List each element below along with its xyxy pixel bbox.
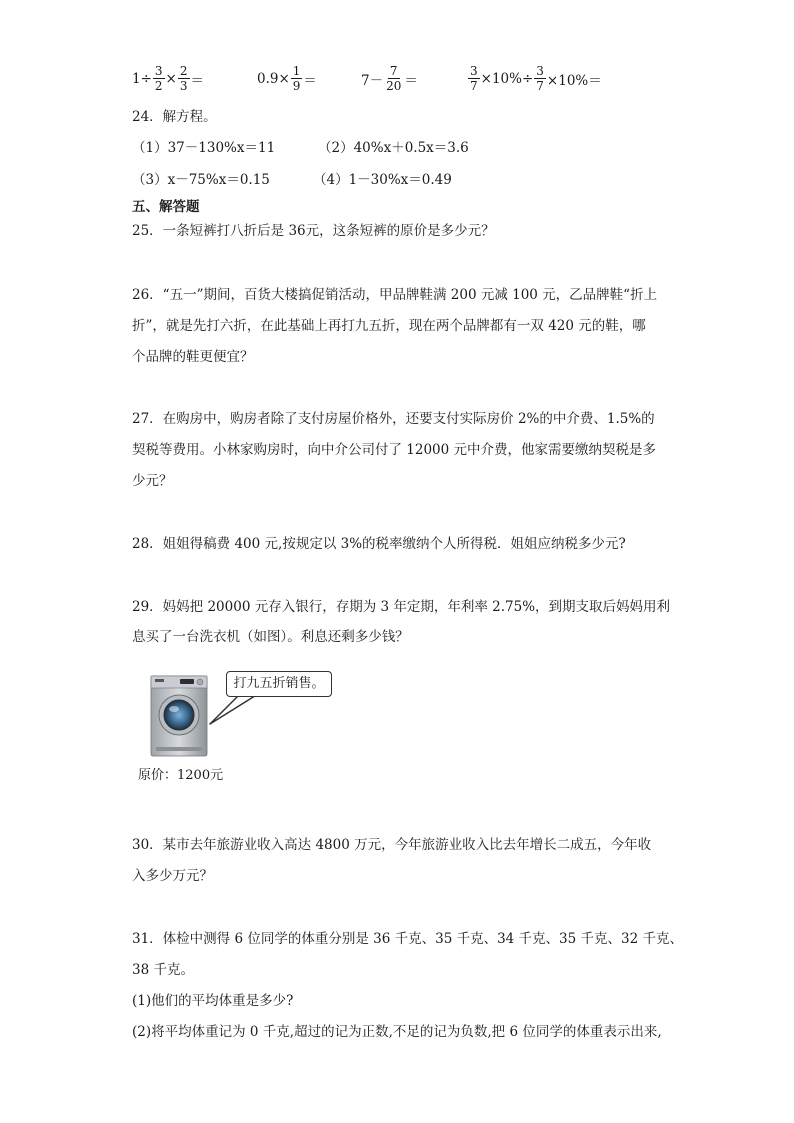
- fraction: $\frac{3}{7}$: [470, 64, 478, 93]
- equation-4: （4）1－30%x＝0.49: [313, 172, 452, 188]
- equation-1: （1）37－130%x＝11: [132, 140, 276, 156]
- fraction: $\frac{1}{9}$: [292, 64, 301, 93]
- question-26-line-1: 26．“五一”期间，百货大楼搞促销活动，甲品牌鞋满 200 元减 100 元，乙品牌鞋“折上: [132, 287, 658, 303]
- question-27-line-3: 少元？: [132, 473, 173, 489]
- fraction: $\frac{3}{7}$: [536, 64, 544, 93]
- fraction: $\frac{7}{20}$: [386, 64, 402, 93]
- expr-text: 1÷: [132, 70, 152, 87]
- expr-text: ×10%÷: [480, 70, 534, 87]
- question-31-sub-2: (2)将平均体重记为 0 千克,超过的记为正数,不足的记为负数,把 6 位同学的体重表示出来,: [132, 1024, 662, 1040]
- fraction: $\frac{2}{3}$: [179, 64, 188, 93]
- question-31-sub-1: (1)他们的平均体重是多少?: [132, 993, 294, 1009]
- question-29-line-1: 29．妈妈把 20000 元存入银行，存期为 3 年定期，年利率 2.75%，到期支取后妈妈用利: [132, 599, 671, 615]
- equation-3: （3）x－75%x＝0.15: [132, 172, 270, 188]
- question-31-line-2: 38 千克。: [132, 962, 194, 978]
- question-26-line-3: 个品牌的鞋更便宜？: [132, 349, 254, 365]
- speech-bubble: 打九五折销售。: [226, 671, 332, 697]
- fraction: $\frac{3}{2}$: [154, 64, 163, 93]
- question-25: 25．一条短裤打八折后是 36元，这条短裤的原价是多少元？: [132, 223, 495, 239]
- question-28: 28．姐姐得稿费 400 元,按规定以 3%的税率缴纳个人所得税．姐姐应纳税多少元?: [132, 536, 626, 552]
- original-price-label: 原价：1200元: [138, 768, 224, 783]
- expr-text: ＝: [404, 72, 418, 89]
- expr-text: 7－: [361, 72, 384, 89]
- expr-text: ＝: [303, 72, 317, 89]
- expr-text: 0.9×: [257, 70, 290, 87]
- question-30-line-1: 30．某市去年旅游业收入高达 4800 万元，今年旅游业收入比去年增长二成五，今年收: [132, 837, 652, 853]
- question-31-line-1: 31．体检中测得 6 位同学的体重分别是 36 千克、35 千克、34 千克、35 千克、32 千克、: [132, 931, 683, 947]
- question-27-line-2: 契税等费用。小林家购房时，向中介公司付了 12000 元中介费，他家需要缴纳契税是多: [132, 442, 657, 458]
- expr-text: ×: [165, 70, 177, 87]
- expr-text: ＝: [190, 72, 204, 89]
- question-30-line-2: 入多少万元？: [132, 868, 213, 884]
- question-26-line-2: 折”，就是先打六折，在此基础上再打九五折，现在两个品牌都有一双 420 元的鞋，哪: [132, 318, 646, 334]
- expr-text: ×10%＝: [546, 72, 602, 89]
- question-29-line-2: 息买了一台洗衣机（如图）。利息还剩多少钱？: [132, 629, 409, 645]
- section-heading: 五、解答题: [132, 199, 200, 215]
- calc-expression-2: [257, 64, 317, 93]
- question-27-line-1: 27．在购房中，购房者除了支付房屋价格外，还要支付实际房价 2%的中介费、1.5%的: [132, 411, 655, 427]
- calc-expression-3: [361, 64, 418, 93]
- calc-expression-1: [132, 64, 204, 93]
- question-24-title: 24．解方程。: [132, 109, 217, 125]
- calc-expression-4: [467, 64, 602, 93]
- equation-2: （2）40%x＋0.5x＝3.6: [318, 140, 469, 156]
